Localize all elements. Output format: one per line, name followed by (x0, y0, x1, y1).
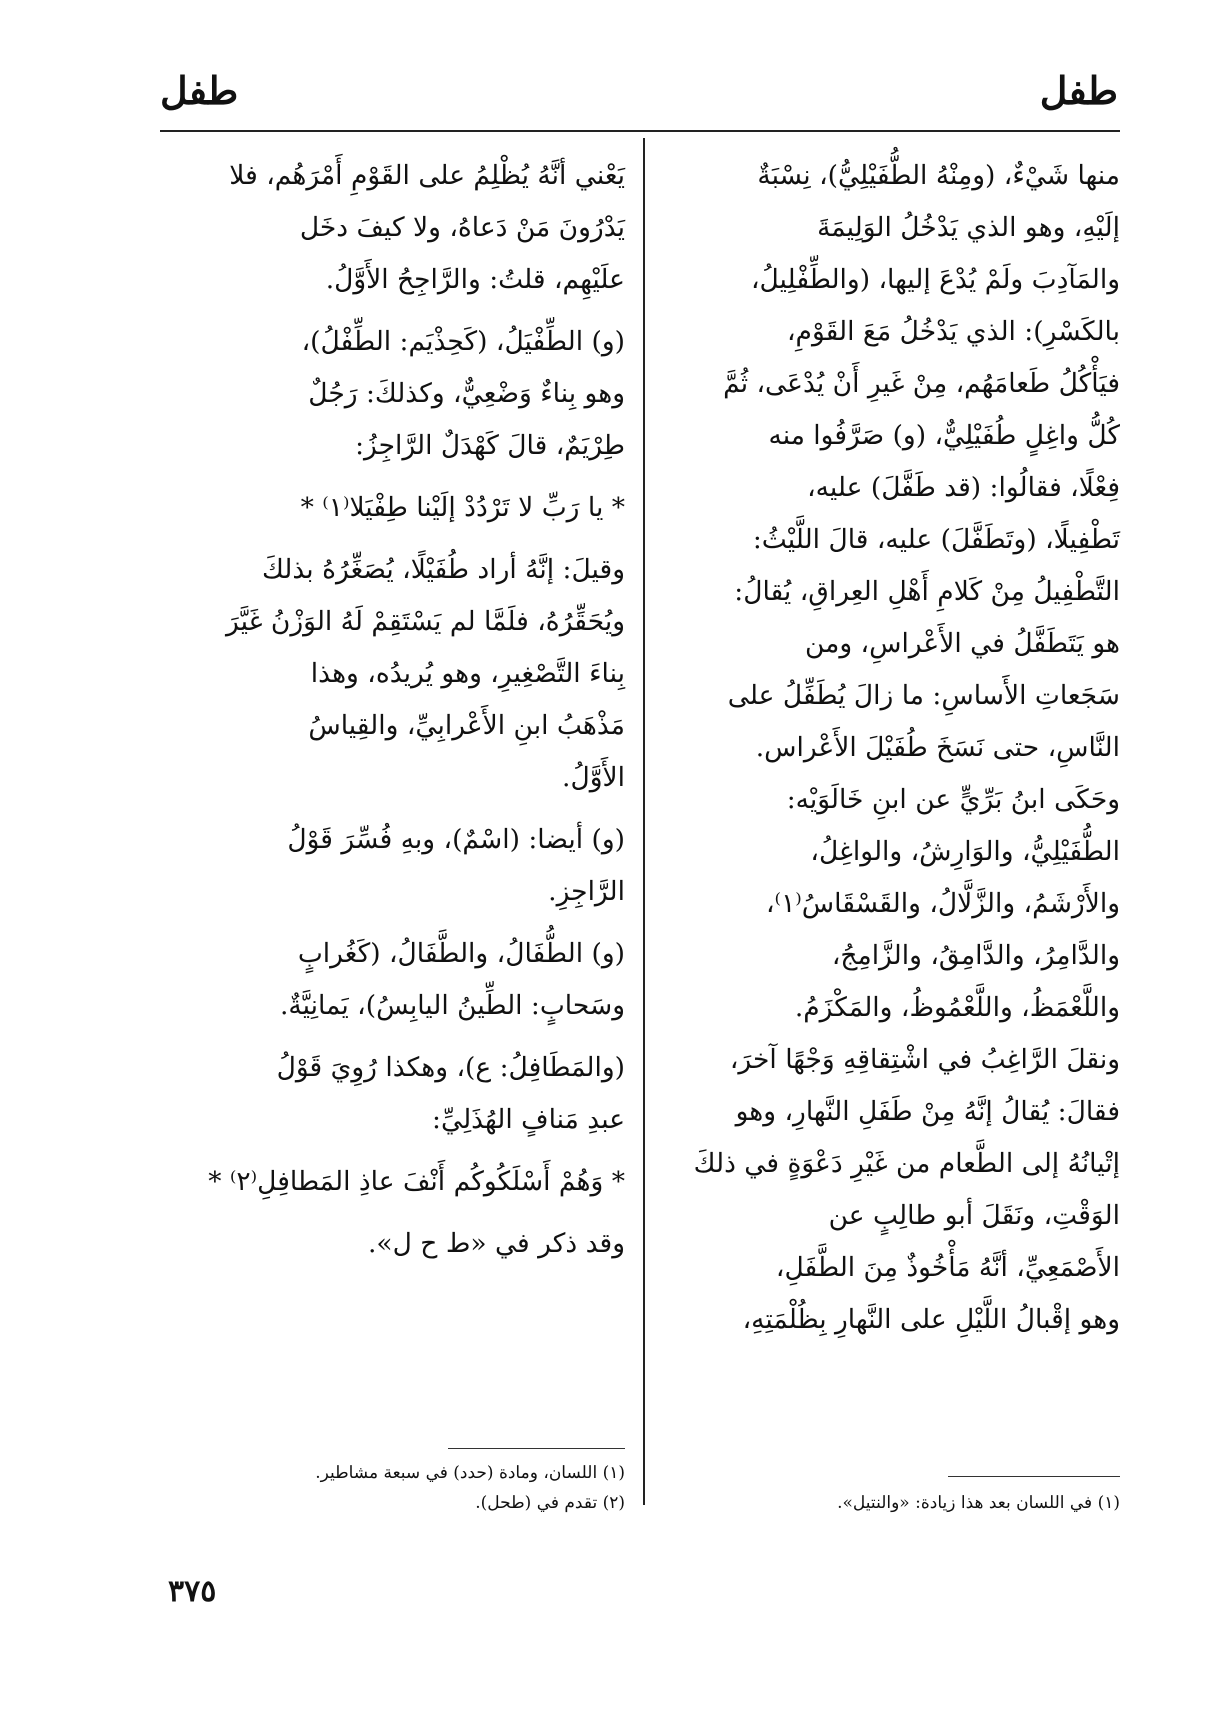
footnotes-right (837, 1488, 1120, 1518)
footnotes-left (315, 1458, 625, 1518)
left-column (160, 150, 625, 1270)
column-divider (643, 138, 645, 1505)
text-line: وسَحابٍ: الطِّينُ اليابِسُ)، يَمانِيَّةٌ. (279, 990, 625, 1021)
header-title-right: طفل (1039, 68, 1118, 113)
text-line: الوَقْتِ، ونَقَلَ أبو طالِبٍ عن (828, 1200, 1120, 1231)
page-number: ٣٧٥ (168, 1574, 217, 1609)
text-line: وهو إقْبالُ اللَّيْلِ على النَّهارِ بِظُلْمَتِهِ، (742, 1304, 1120, 1335)
text-line: ويُحَقِّرُهُ، فلَمَّا لم يَسْتَقِمْ لَهُ الوَزْنُ غَيَّرَ (225, 606, 625, 637)
text-line: (و) الطُّفَالُ، والطَّفَالُ، (كَغُرابٍ (297, 938, 625, 969)
text-line: وهو بِناءٌ وَضْعِيٌّ، وكذلكَ: رَجُلٌ (308, 378, 625, 409)
text-line: التَّطْفِيلُ مِنْ كَلامِ أَهْلِ العِراقِ، يُقالُ: (734, 576, 1120, 607)
footnote-rule-right (948, 1476, 1120, 1477)
text-line: منها شَيْءٌ، (ومِنْهُ الطُّفَيْلِيُّ)، نِسْبَةٌ (757, 160, 1120, 191)
text-line: علَيْهِم، قلتُ: والرَّاجِحُ الأَوَّلُ. (325, 264, 625, 295)
text-line: فِعْلًا، فقالُوا: (قد طَفَّلَ) عليه، (807, 472, 1120, 503)
text-line: تَطْفِيلًا، (وتَطَفَّلَ) عليه، قالَ اللَّيْثُ: (752, 524, 1120, 555)
text-line: الرَّاجِزِ. (548, 876, 625, 907)
right-column (665, 150, 1120, 1346)
text-line: الأَصْمَعِيِّ، أنَّهُ مَأْخُوذٌ مِنَ الطَّفَلِ، (775, 1252, 1120, 1283)
text-line: فيَأْكُلُ طَعامَهُم، مِنْ غَيرِ أَنْ يُدْعَى، ثُمَّ (723, 368, 1120, 399)
text-line: فقالَ: يُقالُ إنَّهُ مِنْ طَفَلِ النَّهارِ، وهو (735, 1096, 1120, 1127)
footnote-rule-left (448, 1448, 625, 1449)
text-line: واللَّعْمَظُ، واللَّعْمُوظُ، والمَكْزَمُ. (794, 992, 1120, 1023)
footnote: (٢) تقدم في (طحل). (475, 1493, 625, 1513)
text-line: والأَرْشَمُ، والزَّلَّالُ، والقَسْقَاسُ⁽١⁾، (766, 888, 1120, 919)
verse-line: * يا رَبِّ لا تَرْدُدْ إلَيْنا طِفْيَلا⁽١⁾ * (300, 492, 625, 523)
text-line: النَّاسِ، حتى نَسَخَ طُفَيْلَ الأَعْراس. (755, 732, 1120, 763)
header-title-left: طفل (160, 68, 239, 113)
text-line: عبدِ مَنافٍ الهُذَلِيِّ: (432, 1104, 625, 1135)
text-line: الطُّفَيْلِيُّ، والوَارِشُ، والواغِلُ، (810, 836, 1120, 867)
text-line: بالكَسْرِ): الذي يَدْخُلُ مَعَ القَوْمِ، (787, 316, 1120, 347)
text-line: والمَآدِبَ ولَمْ يُدْعَ إليها، (والطِّفْلِيلُ، (750, 264, 1120, 295)
footnote: (١) اللسان، ومادة (حدد) في سبعة مشاطير. (315, 1463, 625, 1483)
text-line: بِناءَ التَّصْغِيرِ، وهو يُريدُه، وهذا (310, 658, 625, 689)
text-line: وقيلَ: إنَّهُ أراد طُفَيْلًا، يُصَغِّرُهُ بذلكَ (261, 554, 625, 585)
text-line: وحَكَى ابنُ بَرِّيٍّ عن ابنِ خَالَوَيْه: (786, 784, 1120, 815)
text-line: كُلُّ واغِلٍ طُفَيْلِيٌّ، (و) صَرَّفُوا منه (768, 420, 1120, 451)
header-rule (160, 130, 1120, 132)
text-line: طِرْيَمٌ، قالَ كَهْدَلٌ الرَّاجِزُ: (355, 430, 625, 461)
text-line: هو يَتَطَفَّلُ في الأَعْراسِ، ومن (804, 628, 1120, 659)
text-line: سَجَعاتِ الأَساسِ: ما زالَ يُطَفِّلُ على (727, 680, 1120, 711)
text-line: مَذْهَبُ ابنِ الأَعْرابِيِّ، والقِياسُ (308, 710, 625, 741)
text-line: (والمَطَافِلُ: ع)، وهكذا رُوِيَ قَوْلُ (276, 1052, 625, 1083)
text-line: (و) الطِّفْيَلُ، (كَحِذْيَم: الطِّفْلُ)، (301, 326, 625, 357)
text-line: ونقلَ الرَّاغِبُ في اشْتِقاقِهِ وَجْهًا آخرَ، (729, 1044, 1120, 1075)
footnote: (١) في اللسان بعد هذا زيادة: «والنتيل». (837, 1493, 1120, 1513)
text-line: (و) أيضا: (اسْمٌ)، وبهِ فُسِّرَ قَوْلُ (287, 824, 625, 855)
text-line: إتْيانُهُ إلى الطَّعام من غَيْرِ دَعْوَةٍ في ذلكَ (693, 1148, 1120, 1179)
text-line: الأَوَّلُ. (562, 762, 625, 793)
text-line: يَدْرُونَ مَنْ دَعاهُ، ولا كيفَ دخَل (299, 212, 625, 243)
text-line: يَعْني أنَّهُ يُظْلِمُ على القَوْمِ أَمْرَهُم، فلا (229, 160, 625, 191)
verse-line: * وَهُمْ أَسْلَكُوكُم أَنْفَ عاذِ المَطافِلِ⁽٢⁾ * (208, 1166, 625, 1197)
text-line: والدَّامِرُ، والدَّامِقُ، والزَّامِجُ، (831, 940, 1120, 971)
text-line: وقد ذكر في «ط ح ل». (367, 1228, 625, 1259)
text-line: إلَيْهِ، وهو الذي يَدْخُلُ الوَلِيمَةَ (817, 212, 1120, 243)
